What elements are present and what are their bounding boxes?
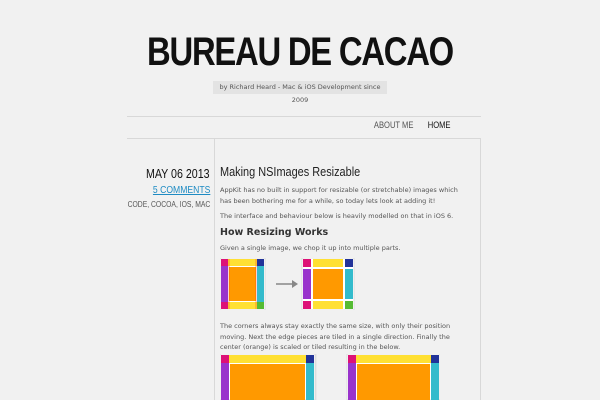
site-title[interactable]: BUREAU DE CACAO — [147, 30, 453, 74]
post-title[interactable]: Making NSImages Resizable — [220, 164, 361, 179]
post-tags[interactable]: CODE, COCOA, IOS, MAC — [127, 200, 210, 209]
section-heading: How Resizing Works — [220, 227, 329, 238]
slicing-diagram — [220, 258, 355, 310]
post-paragraph: AppKit has no built in support for resizable (or stretchable) images which has been bothering me for a while, so today lets look at adding it! — [220, 186, 458, 205]
post-paragraph: The interface and behaviour below is heavily modelled on that in iOS 6. — [220, 212, 454, 220]
main-nav — [364, 120, 450, 134]
resized-result-diagram — [220, 354, 440, 400]
site-tagline: by Richard Heard - Mac & iOS Development since 2009 — [213, 81, 387, 94]
header-divider — [127, 116, 481, 117]
post-article — [220, 164, 470, 351]
post-paragraph: Given a single image, we chop it up into multiple parts. — [220, 244, 401, 252]
post-date[interactable]: MAY 06 2013 — [146, 166, 210, 181]
post-comments-link[interactable]: 5 COMMENTS — [152, 184, 210, 196]
post-meta — [113, 165, 210, 209]
nav-item-about-me[interactable]: ABOUT ME — [373, 120, 414, 131]
nav-item-home[interactable]: HOME — [427, 120, 450, 131]
content-right-border — [480, 139, 481, 400]
post-paragraph: The corners always stay exactly the same size, with only their position moving. Next the edge pieces are tiled in a single direction. Finally the center (orange) is scaled or tiled resulting in the below. — [220, 322, 451, 351]
